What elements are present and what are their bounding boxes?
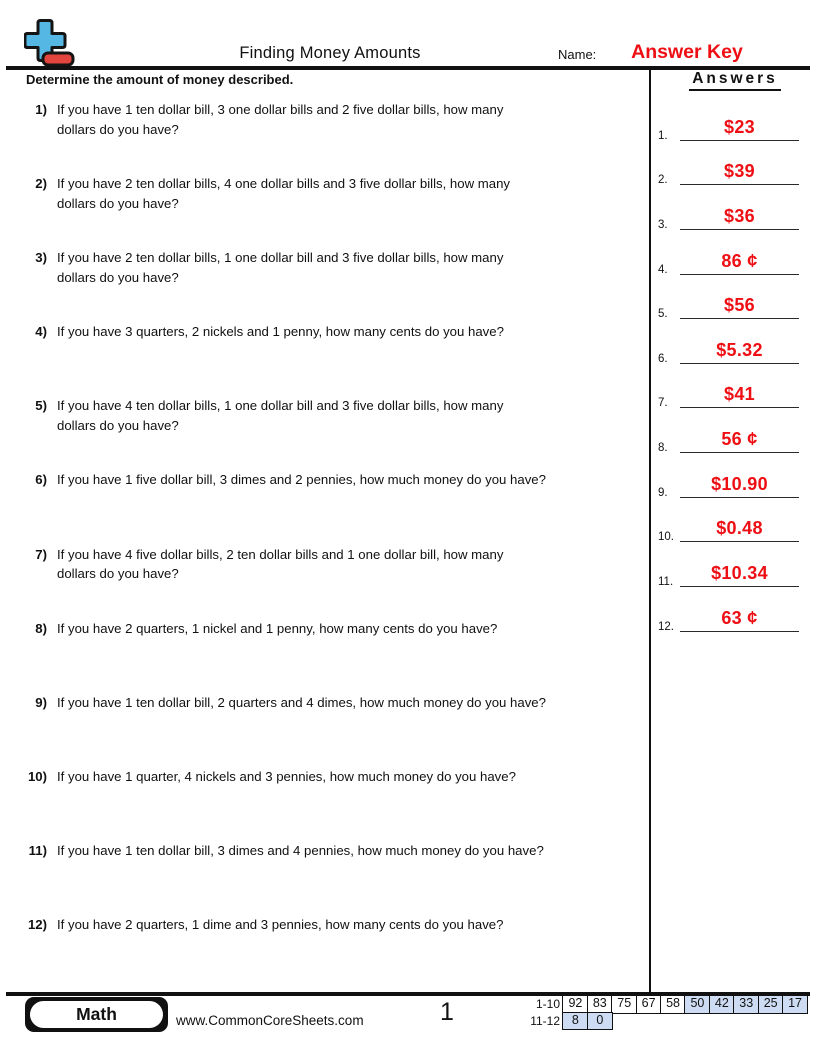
question-number: 9) xyxy=(35,694,47,710)
answer-row xyxy=(654,459,802,504)
answer-number: 2. xyxy=(658,174,668,187)
score-table xyxy=(530,995,808,1030)
answer-row xyxy=(654,504,802,549)
answer-number: 1. xyxy=(658,129,668,142)
question-line: dollars do you have? xyxy=(57,121,179,137)
question-text xyxy=(57,545,503,619)
question-number: 1) xyxy=(35,102,47,117)
answer-row xyxy=(654,236,802,281)
question-line: If you have 2 ten dollar bills, 4 one dollar bills and 3 five dollar bills, how many xyxy=(57,176,511,192)
question-line: If you have 2 quarters, 1 dime and 3 pennies, how many cents do you have? xyxy=(57,917,504,933)
question-text xyxy=(57,100,503,174)
score-cell: 0 xyxy=(587,1012,613,1031)
answer-value: 63 ¢ xyxy=(721,607,758,628)
answer-value: $0.48 xyxy=(716,518,763,539)
question-text xyxy=(57,915,503,989)
answers-title: Answers xyxy=(689,70,781,91)
question-text xyxy=(57,693,546,767)
score-cell: 17 xyxy=(782,995,808,1014)
question-line: dollars do you have? xyxy=(57,195,179,211)
question-line: If you have 1 five dollar bill, 3 dimes and 2 pennies, how much money do you have? xyxy=(57,472,546,488)
question-text xyxy=(57,767,516,841)
answer-blank-line xyxy=(680,184,799,185)
question-line: dollars do you have? xyxy=(57,417,179,433)
question-row xyxy=(20,915,645,989)
answer-number: 12. xyxy=(658,620,674,633)
question-number: 5) xyxy=(35,398,47,414)
question-number: 12) xyxy=(27,917,47,933)
question-row xyxy=(20,322,645,396)
name-label: Name: xyxy=(558,47,597,62)
answer-blank-line xyxy=(680,363,799,364)
score-cell: 25 xyxy=(758,995,784,1014)
question-row xyxy=(20,693,645,767)
score-cell: 42 xyxy=(709,995,735,1014)
answer-value: 86 ¢ xyxy=(721,250,758,271)
score-row-label: 11-12 xyxy=(530,1013,560,1028)
question-line: If you have 1 ten dollar bill, 3 dimes and 4 pennies, how much money do you have? xyxy=(57,842,544,858)
question-row xyxy=(20,841,645,915)
question-line: If you have 1 ten dollar bill, 2 quarters and 4 dimes, how much money do you have? xyxy=(57,694,546,710)
score-cell: 8 xyxy=(562,1012,588,1031)
answer-number: 6. xyxy=(658,352,668,365)
question-text xyxy=(57,322,504,396)
question-text xyxy=(57,248,503,322)
question-line: dollars do you have? xyxy=(57,269,179,285)
answer-row xyxy=(654,191,802,236)
answer-number: 3. xyxy=(658,218,668,231)
question-row xyxy=(20,100,645,174)
answer-blank-line xyxy=(680,140,799,141)
question-line: If you have 2 ten dollar bills, 1 one dollar bill and 3 five dollar bills, how many xyxy=(57,250,504,266)
question-line: If you have 4 ten dollar bills, 1 one dollar bill and 3 five dollar bills, how many xyxy=(57,398,504,414)
score-cell: 83 xyxy=(587,995,613,1014)
answer-blank-line xyxy=(680,586,799,587)
answer-number: 10. xyxy=(658,531,674,544)
page-title: Finding Money Amounts xyxy=(239,44,421,62)
answer-row xyxy=(654,548,802,593)
question-line: dollars do you have? xyxy=(57,566,179,582)
score-cell: 50 xyxy=(684,995,710,1014)
answer-number: 8. xyxy=(658,442,668,455)
answer-value: $23 xyxy=(724,116,755,137)
answer-blank-line xyxy=(680,541,799,542)
score-cell: 58 xyxy=(660,995,686,1014)
question-row xyxy=(20,396,645,470)
answer-value: $10.90 xyxy=(711,473,768,494)
subject-badge xyxy=(25,997,168,1032)
question-row xyxy=(20,767,645,841)
question-number: 3) xyxy=(35,250,47,266)
answer-blank-line xyxy=(680,229,799,230)
answer-number: 5. xyxy=(658,308,668,321)
answer-value: $36 xyxy=(724,205,755,226)
question-number: 7) xyxy=(35,546,47,562)
question-line: If you have 3 quarters, 2 nickels and 1 penny, how many cents do you have? xyxy=(57,324,504,340)
question-row xyxy=(20,174,645,248)
plus-minus-logo-icon xyxy=(24,19,76,69)
score-row-label: 1-10 xyxy=(535,997,560,1011)
answer-row xyxy=(654,325,802,370)
answer-value: $10.34 xyxy=(711,563,768,584)
question-row xyxy=(20,545,645,619)
question-number: 11) xyxy=(28,842,47,858)
question-line: If you have 4 five dollar bills, 2 ten dollar bills and 1 one dollar bill, how many xyxy=(57,546,504,562)
answer-key-label: Answer Key xyxy=(631,41,743,63)
score-row xyxy=(530,1012,808,1031)
answer-row xyxy=(654,593,802,638)
answer-blank-line xyxy=(680,318,799,319)
score-cell: 92 xyxy=(562,995,588,1014)
answer-number: 7. xyxy=(658,397,668,410)
question-row xyxy=(20,470,645,544)
answer-row xyxy=(654,370,802,415)
question-text xyxy=(57,174,510,248)
answer-row xyxy=(654,102,802,147)
answer-blank-line xyxy=(680,497,799,498)
answer-number: 9. xyxy=(658,486,668,499)
score-row xyxy=(530,995,808,1014)
question-number: 2) xyxy=(35,176,47,192)
answer-row xyxy=(654,147,802,192)
answer-number: 4. xyxy=(658,263,668,276)
answer-number: 11. xyxy=(658,576,674,589)
questions-list xyxy=(20,100,645,989)
answers-list xyxy=(654,102,802,638)
question-line: If you have 2 quarters, 1 nickel and 1 penny, how many cents do you have? xyxy=(57,620,498,636)
question-number: 8) xyxy=(35,620,47,636)
header-divider-line xyxy=(6,66,810,70)
vertical-double-divider xyxy=(649,69,651,992)
instruction-text: Determine the amount of money described. xyxy=(26,72,294,87)
question-text xyxy=(57,470,546,544)
question-line: If you have 1 quarter, 4 nickels and 3 pennies, how much money do you have? xyxy=(57,768,516,784)
score-cell: 67 xyxy=(636,995,662,1014)
answer-blank-line xyxy=(680,274,799,275)
answers-header xyxy=(660,70,810,91)
question-number: 10) xyxy=(27,768,47,784)
score-cell: 75 xyxy=(611,995,637,1014)
question-text xyxy=(57,619,497,693)
answer-value: $56 xyxy=(724,295,755,316)
question-text xyxy=(57,396,503,470)
answer-blank-line xyxy=(680,407,799,408)
answer-value: $5.32 xyxy=(716,339,763,360)
question-row xyxy=(20,619,645,693)
answer-row xyxy=(654,281,802,326)
website-url: www.CommonCoreSheets.com xyxy=(176,1013,364,1028)
answer-blank-line xyxy=(680,631,799,632)
answer-row xyxy=(654,414,802,459)
question-text xyxy=(57,841,544,915)
question-number: 4) xyxy=(35,324,47,340)
answer-value: $41 xyxy=(724,384,755,405)
answer-blank-line xyxy=(680,452,799,453)
question-line: If you have 1 ten dollar bill, 3 one dollar bills and 2 five dollar bills, how many xyxy=(57,102,504,117)
answer-value: 56 ¢ xyxy=(721,429,758,450)
answer-value: $39 xyxy=(724,161,755,182)
question-number: 6) xyxy=(35,472,47,488)
score-cell: 33 xyxy=(733,995,759,1014)
question-row xyxy=(20,248,645,322)
page-number: 1 xyxy=(440,998,454,1026)
subject-label: Math xyxy=(30,1001,163,1028)
